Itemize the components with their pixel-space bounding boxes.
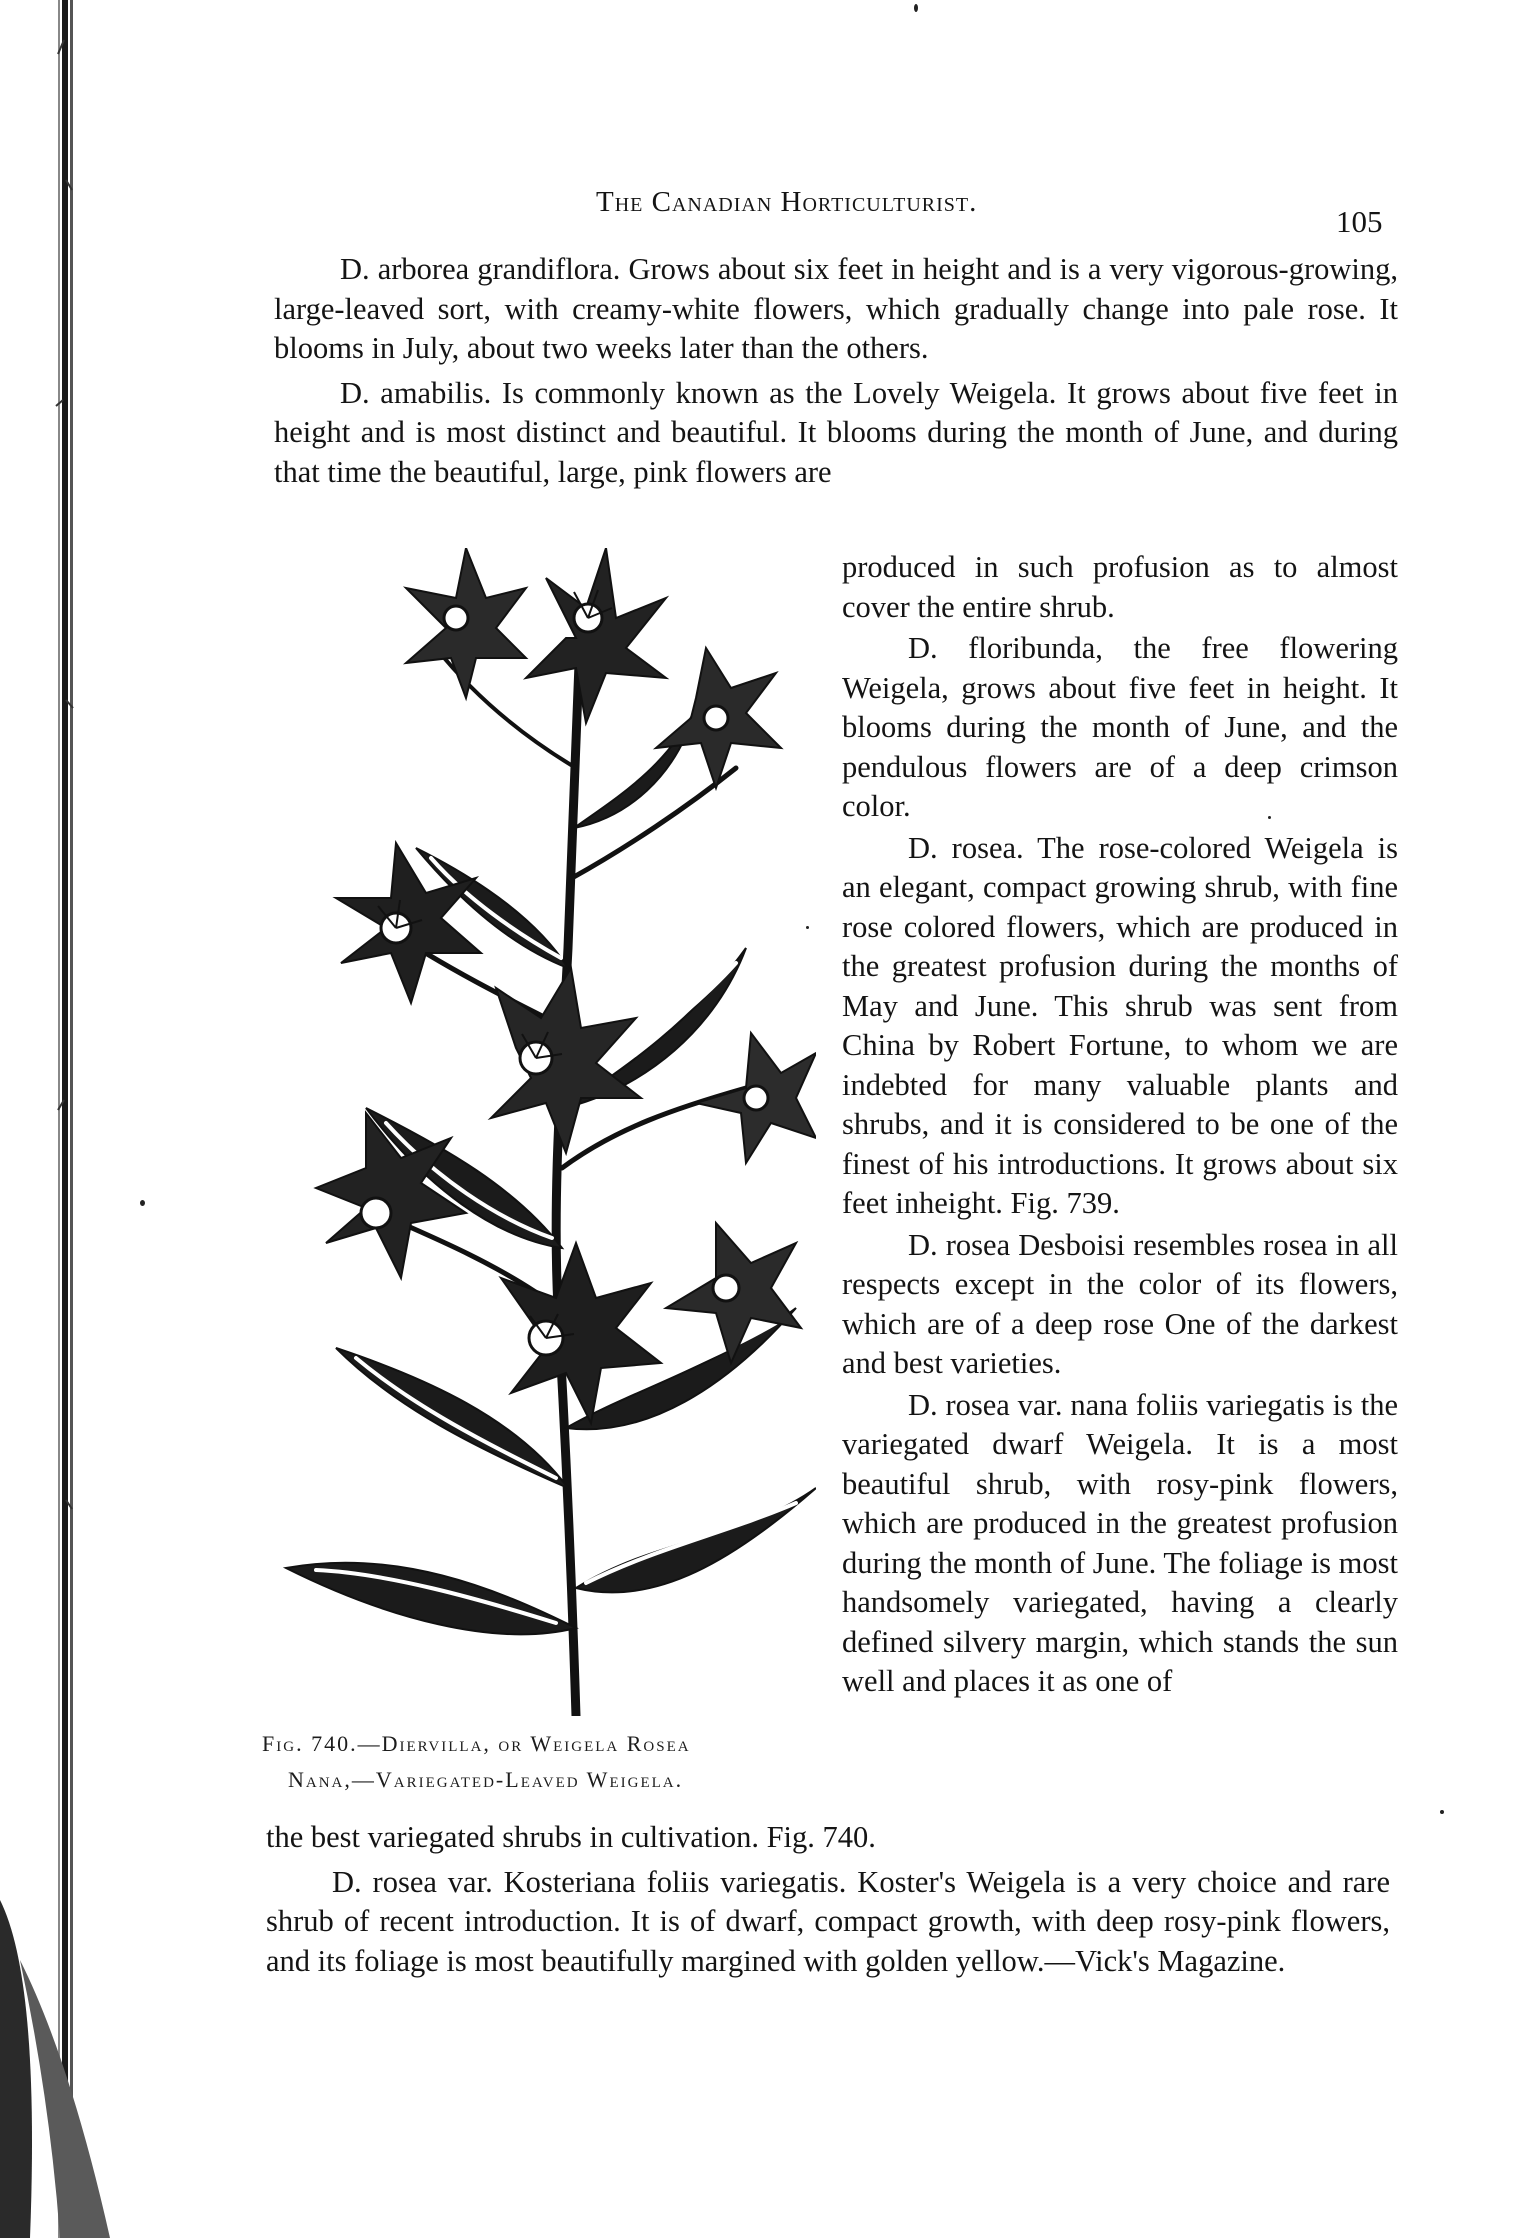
paragraph-floribunda: D. floribunda, the free flowering Weigela, grows about five feet in height. It blooms during the month of June, and the pendulous flowers are of a deep crimson color.	[842, 631, 1398, 823]
paragraph-rosea: D. rosea. The rose-colored Weigela is an elegant, compact growing shrub, with fine rose colored flowers, which are produced in the greatest profusion during the months of May and June. This shrub was sent from China by Robert Fortune, to whom we are indebted for many valuable plants and shrubs, and it is considered to be one of the finest of his introductions. It grows about six feet inheight. Fig. 739.	[842, 830, 1398, 1220]
paragraph-amabilis: D. amabilis. Is commonly known as the Lovely Weigela. It grows about five feet in height and is most distinct and beautiful. It blooms during the month of June, and during that time the beautiful, large, pink flowers are	[274, 375, 1398, 489]
scan-speck	[1440, 1810, 1444, 1814]
paragraph-arborea: D. arborea grandiflora. Grows about six feet in height and is a very vigorous-growing, large-leaved sort, with creamy-white flowers, which gradually change into pale rose. It blooms in July, about two weeks later than the others.	[274, 252, 1398, 365]
weigela-engraving	[276, 548, 816, 1716]
scan-speck	[806, 926, 809, 929]
flower-cluster-top	[406, 548, 781, 788]
caption-line-2: Nana,—Variegated-Leaved Weigela.	[288, 1767, 684, 1792]
bottom-text-block	[266, 1818, 1390, 1986]
top-text-block	[274, 250, 1398, 497]
running-title: The Canadian Horticulturist.	[596, 186, 978, 218]
paragraph-amabilis-continued: produced in such profusion as to almost cover the entire shrub.	[842, 550, 1398, 624]
weigela-illustration	[276, 548, 816, 1716]
scan-speck	[140, 1200, 145, 1206]
binding-edge	[0, 0, 110, 2238]
page-number: 105	[1336, 204, 1383, 239]
paragraph-nana: D. rosea var. nana foliis variegatis is the variegated dwarf Weigela. It is a most beautiful shrub, with rosy-pink flowers, which are produced in the greatest profusion during the month of June. The foliage is most handsomely variegated, having a clearly defined silvery margin, which stands the sun well and places it as one of	[842, 1387, 1398, 1698]
flower-cluster-middle	[336, 843, 816, 1163]
right-column-text	[842, 548, 1398, 1704]
scan-speck	[1268, 816, 1271, 819]
caption-line-1: Fig. 740.—Diervilla, or Weigela Rosea	[262, 1731, 691, 1756]
paragraph-desboisi: D. rosea Desboisi resembles rosea in all respects except in the color of its flowers, which are of a deep rose One of the darkest and best varieties.	[842, 1227, 1398, 1380]
paragraph-kosteriana: D. rosea var. Kosteriana foliis variegatis. Koster's Weigela is a very choice and rare shrub of recent introduction. It is of dwarf, compact growth, with deep rosy-pink flowers, and its foliage is most beautifully margined with golden yellow.—Vick's Magazine.	[266, 1864, 1390, 1978]
scan-speck	[914, 4, 918, 12]
paragraph-nana-end: the best variegated shrubs in cultivation. Fig. 740.	[266, 1820, 876, 1854]
figure-caption	[262, 1726, 834, 1798]
